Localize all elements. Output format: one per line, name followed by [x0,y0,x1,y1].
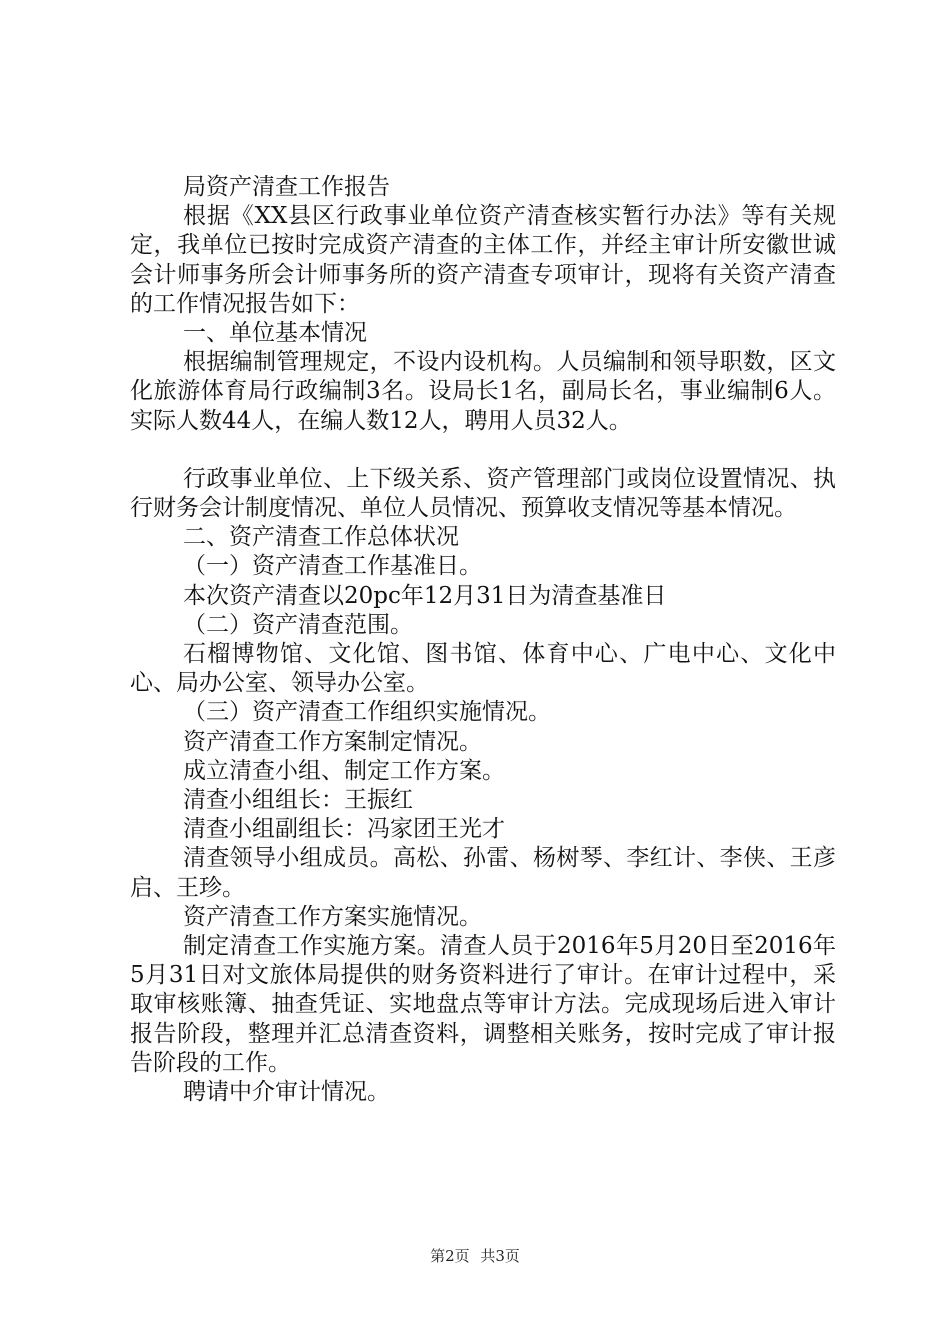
page-footer [0,1245,950,1266]
paragraph-members: 清查领导小组成员。高松、孙雷、杨树琴、李红计、李侠、王彦启、王珍。 [130,845,836,901]
paragraph-scope: 石榴博物馆、文化馆、图书馆、体育中心、广电中心、文化中心、局办公室、领导办公室。 [130,641,836,697]
paragraph-leader: 清查小组组长：王振红 [183,787,413,814]
subsection-heading-3: （三）资产清查工作组织实施情况。 [183,699,551,726]
paragraph-intro: 根据《XX县区行政事业单位资产清查核实暂行办法》等有关规定，我单位已按时完成资产清查的主体工作，并经主审计所安徽世诚会计师事务所会计师事务所的资产清查专项审计，现将有关资产清查的工作情况报告如下： [130,203,836,317]
paragraph-basic-info: 行政事业单位、上下级关系、资产管理部门或岗位设置情况、执行财务会计制度情况、单位人员情况、预算收支情况等基本情况。 [130,465,836,522]
paragraph-staffing: 根据编制管理规定，不设内设机构。人员编制和领导职数，区文化旅游体育局行政编制3名。设局长1名，副局长名，事业编制6人。实际人数44人，在编人数12人，聘用人员32人。 [130,349,836,434]
paragraph-plan: 资产清查工作方案制定情况。 [183,728,482,755]
paragraph-audit-process: 制定清查工作实施方案。清查人员于2016年5月20日至2016年5月31日对文旅体局提供的财务资料进行了审计。在审计过程中，采取审核账簿、抽查凭证、实地盘点等审计方法。完成现场后进入审计报告阶段，整理并汇总清查资料，调整相关账务，按时完成了审计报告阶段的工作。 [130,933,836,1076]
paragraph-implementation: 资产清查工作方案实施情况。 [183,903,482,930]
paragraph-deputy: 清查小组副组长：冯家团王光才 [183,816,505,843]
subsection-heading-1: （一）资产清查工作基准日。 [183,553,482,580]
document-body [130,173,836,1107]
page-number: 第2页 [430,1247,470,1265]
paragraph-gap [130,436,836,465]
subsection-heading-2: （二）资产清查范围。 [183,611,413,638]
paragraph-base-date: 本次资产清查以20pc年12月31日为清查基准日 [183,582,667,609]
document-title: 局资产清查工作报告 [183,174,390,200]
section-heading-2: 二、资产清查工作总体状况 [183,524,459,551]
paragraph-group: 成立清查小组、制定工作方案。 [183,757,505,784]
paragraph-agency-audit: 聘请中介审计情况。 [183,1079,390,1106]
section-heading-1: 一、单位基本情况 [183,320,367,347]
page-total: 共3页 [480,1247,520,1265]
